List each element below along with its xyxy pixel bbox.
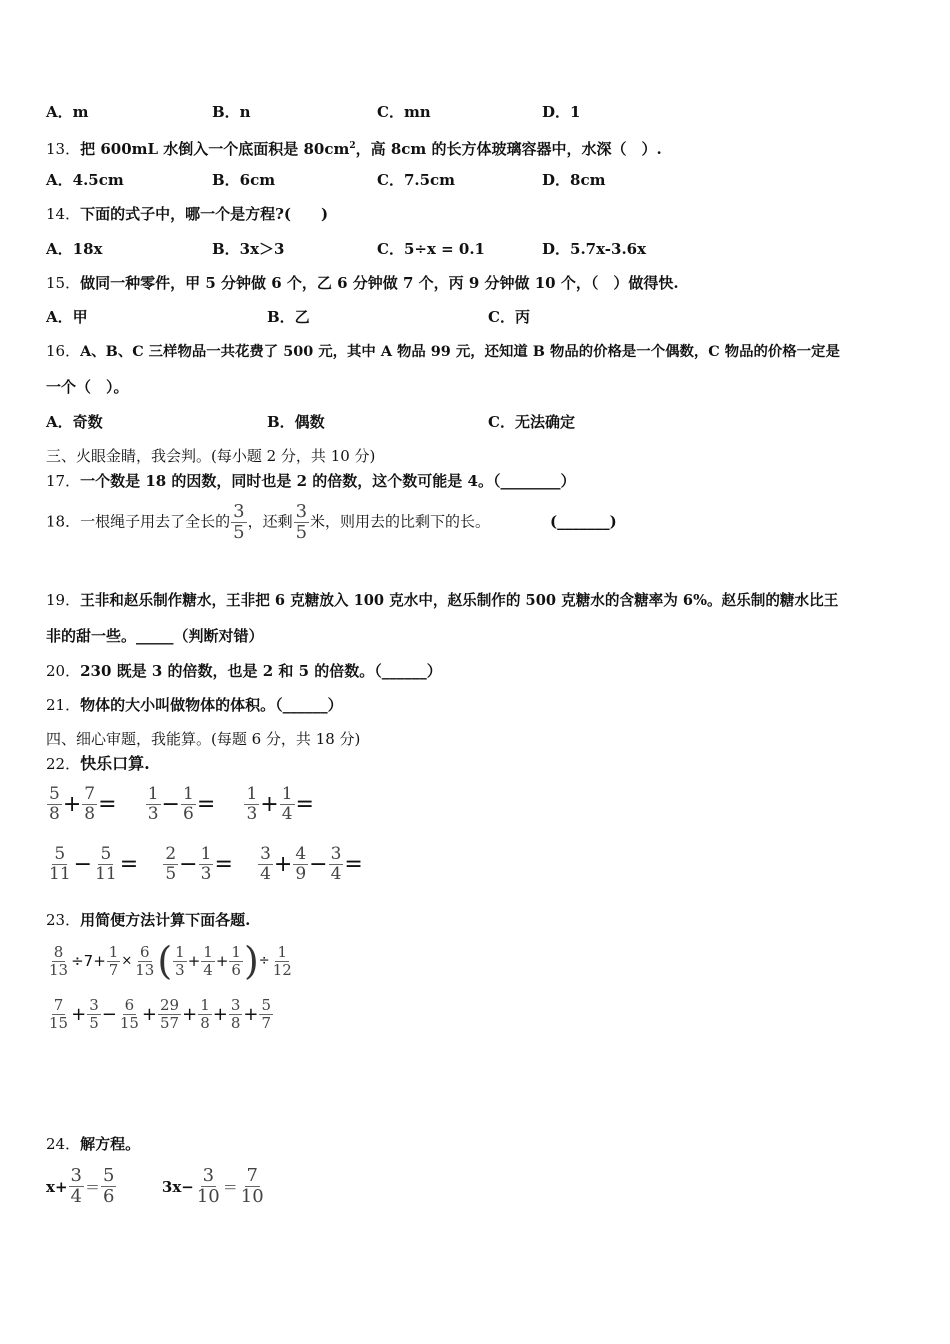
fraction xyxy=(163,846,178,883)
numerator: 1 xyxy=(231,942,241,961)
q22-expr-1a xyxy=(46,784,122,824)
numerator: 6 xyxy=(140,942,150,961)
fraction xyxy=(201,942,215,979)
denominator: 7 xyxy=(108,960,119,979)
q24-equation-2: 3x− $\frac{3}{10}$ ＝ $\frac{7}{10}$ xyxy=(161,1165,264,1207)
denominator: 4 xyxy=(203,960,213,979)
denominator: 5 xyxy=(233,522,245,543)
q16-option-c: C．无法确定 xyxy=(488,413,575,431)
fraction xyxy=(195,1167,222,1206)
fraction xyxy=(133,942,156,979)
numerator: 5 xyxy=(49,784,60,804)
q19-stem: 王非和赵乐制作糖水，王非把 6 克糖放入 100 克水中，赵乐制作的 500 克糖水的含糖率为 6%。赵乐制的糖水比王 xyxy=(80,592,839,609)
denominator: 15 xyxy=(49,1014,69,1032)
fraction xyxy=(229,998,243,1031)
q13-option-b: B．6cm xyxy=(212,171,276,189)
denominator: 6 xyxy=(102,1186,115,1207)
denominator: 3 xyxy=(200,864,212,884)
q12-option-d: D．1 xyxy=(542,103,581,121)
q22-expr-1b xyxy=(145,784,221,824)
question-number: 23． xyxy=(46,911,81,929)
denominator: 8 xyxy=(200,1014,210,1032)
fraction xyxy=(82,786,97,823)
q16-line2: 一个（ ）。 xyxy=(46,378,129,396)
fraction xyxy=(47,846,73,883)
operator: + xyxy=(273,852,293,877)
q22-expr-2a xyxy=(46,844,143,884)
q22-stem: 快乐口算. xyxy=(80,754,150,773)
fraction xyxy=(231,503,246,542)
q23-expression-2 xyxy=(46,998,274,1031)
fraction xyxy=(47,786,62,823)
fraction xyxy=(329,846,344,883)
q13-option-d: D．8cm xyxy=(542,171,606,189)
numerator: 4 xyxy=(295,844,307,864)
numerator: 3 xyxy=(89,996,99,1014)
q16-option-b: B．偶数 xyxy=(267,413,325,431)
denominator: 3 xyxy=(147,804,159,824)
q18-part1: 一根绳子用去了全长的 xyxy=(80,512,231,531)
q19-line2: 非的甜一些。_____（判断对错） xyxy=(46,627,264,645)
denominator: 11 xyxy=(95,864,117,884)
q21-text xyxy=(46,695,343,715)
section-3-heading: 三、火眼金睛，我会判。(每小题 2 分，共 10 分) xyxy=(46,447,376,465)
question-number: 18． xyxy=(46,512,81,531)
operator: + xyxy=(187,952,201,970)
operator: + xyxy=(212,1004,228,1025)
q12-option-a: A．m xyxy=(46,103,89,121)
denominator: 4 xyxy=(260,864,271,884)
denominator: 11 xyxy=(49,864,71,884)
q21-stem: 物体的大小叫做物体的体积。（______） xyxy=(80,696,343,714)
numerator: 29 xyxy=(160,996,180,1014)
denominator: 7 xyxy=(261,1014,272,1032)
denominator: 3 xyxy=(175,960,185,979)
q24-equation-1: x+ $\frac{3}{4}$ ＝ $\frac{5}{6}$ xyxy=(46,1165,115,1207)
fraction xyxy=(146,786,161,823)
numerator: 3 xyxy=(230,996,241,1014)
q24-text xyxy=(46,1134,140,1154)
operator: ÷7+ xyxy=(71,952,106,970)
fraction xyxy=(93,846,119,883)
denominator: 8 xyxy=(230,1014,241,1032)
q15-option-b: B．乙 xyxy=(267,308,310,326)
operator: − xyxy=(101,1004,117,1025)
q22-row2 xyxy=(46,846,363,883)
q24-equations xyxy=(46,1167,267,1206)
numerator: 8 xyxy=(53,942,64,961)
operator: = xyxy=(119,852,139,877)
numerator: 3 xyxy=(330,844,342,864)
operator: + xyxy=(243,1004,259,1025)
denominator: 5 xyxy=(295,522,308,543)
q24-stem: 解方程。 xyxy=(80,1135,141,1153)
fraction xyxy=(271,942,294,979)
q18-text xyxy=(46,503,617,542)
denominator: 9 xyxy=(295,864,307,884)
operator: − xyxy=(73,852,93,877)
numerator: 3 xyxy=(260,844,271,864)
q16-stem: A、B、C 三样物品一共花费了 500 元，其中 A 物品 99 元，还知道 B 物品的价格是一个偶数，C 物品的价格一定是 xyxy=(80,343,840,360)
operator: − xyxy=(161,792,180,817)
q22-text xyxy=(46,754,150,774)
q15-option-a: A．甲 xyxy=(46,308,88,326)
fraction xyxy=(118,998,141,1031)
q15-text xyxy=(46,273,679,293)
fraction xyxy=(47,942,70,979)
denominator: 4 xyxy=(330,864,342,884)
denominator: 13 xyxy=(135,960,155,979)
operator: + xyxy=(62,792,82,817)
q23-expression-1 xyxy=(46,939,295,983)
q13-pre: 把 600mL 水倒入一个底面积是 80cm xyxy=(80,140,350,158)
denominator: 4 xyxy=(70,1186,82,1207)
question-number: 14． xyxy=(46,205,81,223)
denominator: 10 xyxy=(196,1186,220,1207)
denominator: 10 xyxy=(240,1186,264,1207)
question-number: 24． xyxy=(46,1135,81,1153)
fraction xyxy=(158,998,181,1031)
fraction xyxy=(101,1167,116,1206)
operator: + xyxy=(260,792,279,817)
q15-option-c: C．丙 xyxy=(488,308,530,326)
numerator: 1 xyxy=(108,942,119,961)
numerator: 1 xyxy=(281,784,293,804)
denominator: 6 xyxy=(231,960,241,979)
q16-option-a: A．奇数 xyxy=(46,413,103,431)
question-number: 16． xyxy=(46,342,81,360)
numerator: 1 xyxy=(175,942,185,961)
numerator: 5 xyxy=(100,844,112,864)
q15-stem: 做同一种零件，甲 5 分钟做 6 个，乙 6 分钟做 7 个，丙 9 分钟做 10 个，（ ）做得快. xyxy=(80,274,679,292)
fraction xyxy=(87,998,101,1031)
q14-stem: 下面的式子中，哪一个是方程?( ) xyxy=(80,205,329,223)
operator: + xyxy=(71,1004,87,1025)
operator: + xyxy=(182,1004,198,1025)
operator: = xyxy=(214,852,233,877)
operator: ÷ xyxy=(258,953,270,969)
operator: = xyxy=(344,852,363,877)
numerator: 3 xyxy=(70,1165,82,1186)
question-number: 17． xyxy=(46,472,81,490)
fraction xyxy=(69,1167,84,1206)
denominator: 5 xyxy=(89,1014,99,1032)
denominator: 6 xyxy=(182,804,194,824)
numerator: 2 xyxy=(165,844,177,864)
q18-answer-blank: (_______) xyxy=(550,512,617,531)
fraction xyxy=(280,786,295,823)
q17-text xyxy=(46,471,575,491)
denominator: 8 xyxy=(84,804,96,824)
numerator: 1 xyxy=(246,784,258,804)
operator: + xyxy=(215,952,229,970)
question-number: 21． xyxy=(46,696,81,714)
question-number: 22． xyxy=(46,755,81,773)
q23-text xyxy=(46,910,250,930)
operator: + xyxy=(141,1004,158,1025)
fraction xyxy=(173,942,187,979)
q13-option-a: A．4.5cm xyxy=(46,171,124,189)
numerator: 1 xyxy=(203,942,213,961)
numerator: 5 xyxy=(102,1165,115,1186)
numerator: 7 xyxy=(84,784,96,804)
numerator: 1 xyxy=(200,996,210,1014)
numerator: 7 xyxy=(53,996,64,1014)
parenthesis: ) xyxy=(243,939,259,983)
q12-option-b: B．n xyxy=(212,103,251,121)
q14-option-d: D．5.7x-3.6x xyxy=(542,240,647,258)
operator: − xyxy=(179,852,198,877)
denominator: 57 xyxy=(160,1014,180,1032)
fraction xyxy=(47,998,70,1031)
q23-stem: 用简便方法计算下面各题. xyxy=(80,911,251,929)
numerator: 7 xyxy=(246,1165,258,1186)
numerator: 6 xyxy=(124,996,135,1014)
fraction xyxy=(199,846,214,883)
section-4-heading: 四、细心审题，我能算。(每题 6 分，共 18 分) xyxy=(46,730,361,748)
q20-stem: 230 既是 3 的倍数，也是 2 和 5 的倍数。（______） xyxy=(80,662,442,680)
q14-option-c: C．5÷x = 0.1 xyxy=(377,240,485,258)
question-number: 20． xyxy=(46,662,81,680)
fraction xyxy=(293,846,308,883)
q16-line1 xyxy=(46,341,840,362)
numerator: 1 xyxy=(182,784,194,804)
denominator: 8 xyxy=(49,804,60,824)
numerator: 1 xyxy=(147,784,159,804)
operator: = xyxy=(98,792,117,817)
q22-expr-2c xyxy=(257,844,363,884)
fraction xyxy=(258,846,273,883)
parenthesis: ( xyxy=(157,939,173,983)
fraction xyxy=(259,998,273,1031)
numerator: 3 xyxy=(202,1165,215,1186)
numerator: 5 xyxy=(261,996,272,1014)
q13-sup: 2 xyxy=(349,141,356,151)
fraction xyxy=(239,1167,266,1206)
numerator: 1 xyxy=(277,942,287,961)
fraction xyxy=(244,786,259,823)
q22-row1 xyxy=(46,786,314,823)
fraction xyxy=(294,503,309,542)
operator: = xyxy=(196,792,216,817)
numerator: 5 xyxy=(54,844,66,864)
numerator: 1 xyxy=(200,844,212,864)
q18-part3: 米，则用去的比剩下的长。 xyxy=(310,512,491,531)
q14-option-b: B．3x＞3 xyxy=(212,240,285,258)
q22-expr-2b xyxy=(162,844,238,884)
denominator: 13 xyxy=(49,960,69,979)
q20-text xyxy=(46,661,442,681)
denominator: 5 xyxy=(165,864,177,884)
question-number: 15． xyxy=(46,274,81,292)
q12-option-c: C．mn xyxy=(377,103,431,121)
fraction xyxy=(181,786,196,823)
operator: − xyxy=(309,852,328,877)
q13-post: ，高 8cm 的长方体玻璃容器中，水深（ ）. xyxy=(355,140,662,158)
denominator: 4 xyxy=(281,804,293,824)
numerator: 3 xyxy=(233,501,245,522)
numerator: 3 xyxy=(295,501,308,522)
q13-text xyxy=(46,136,662,159)
operator: = xyxy=(295,792,314,817)
denominator: 3 xyxy=(246,804,258,824)
operator: × xyxy=(121,953,133,969)
denominator: 15 xyxy=(119,1014,139,1032)
fraction xyxy=(198,998,212,1031)
q17-stem: 一个数是 18 的因数，同时也是 2 的倍数，这个数可能是 4。（________） xyxy=(80,472,576,490)
denominator: 12 xyxy=(272,960,292,979)
q22-expr-1c xyxy=(243,784,314,824)
question-number: 13． xyxy=(46,140,81,158)
q14-option-a: A．18x xyxy=(46,240,103,258)
question-number: 19． xyxy=(46,591,81,609)
q19-line1 xyxy=(46,590,838,611)
fraction xyxy=(107,942,121,979)
q13-option-c: C．7.5cm xyxy=(377,171,456,189)
q14-text xyxy=(46,204,328,224)
q18-part2: ，还剩 xyxy=(247,512,293,531)
fraction xyxy=(229,942,243,979)
